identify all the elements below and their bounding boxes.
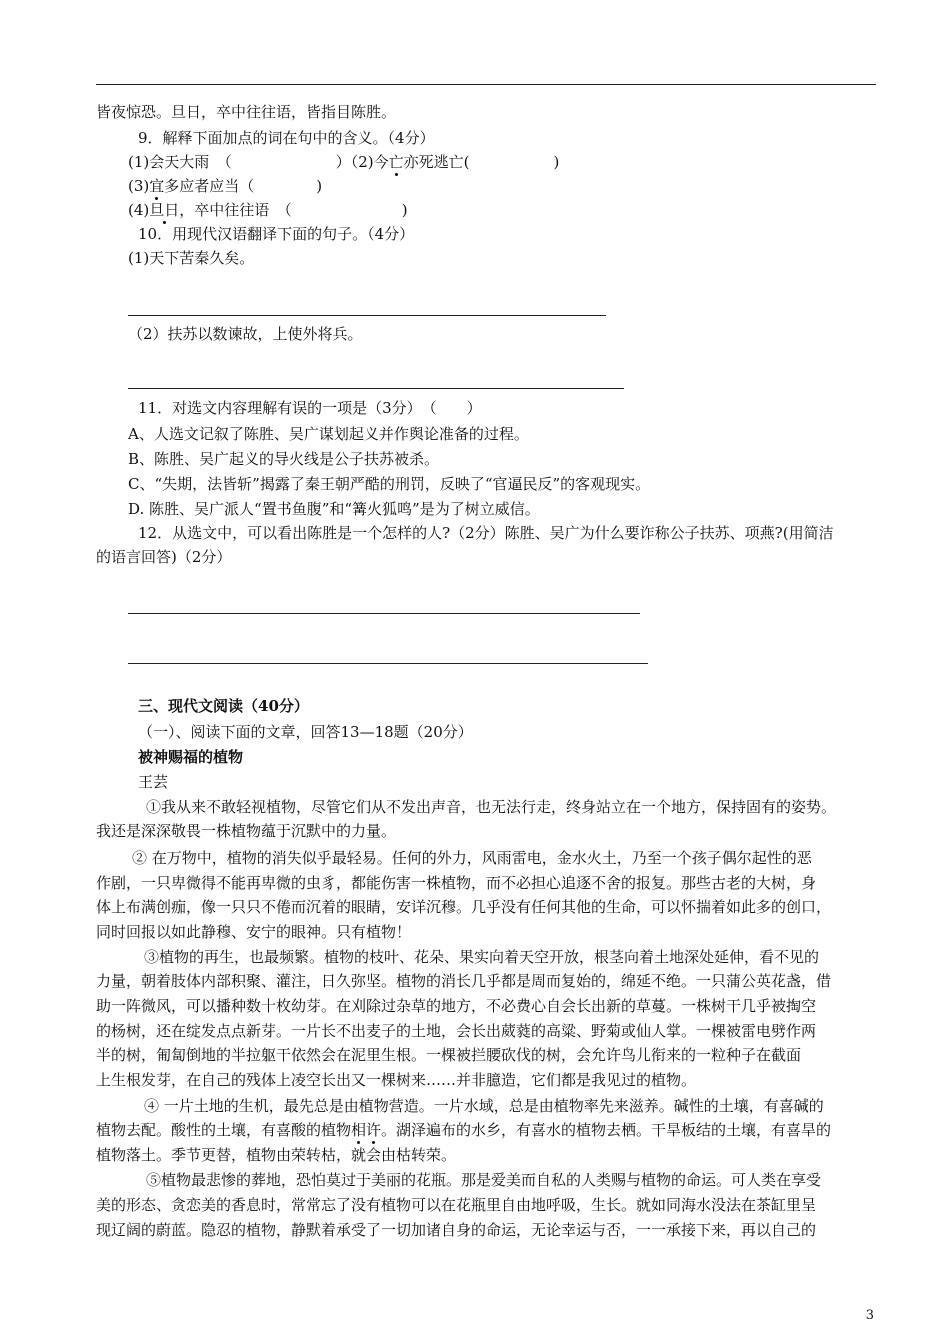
answer-line bbox=[128, 663, 648, 664]
q10-sentence-2: （2）扶苏以数谏故，上使外将兵。 bbox=[128, 325, 363, 343]
dotted-word: 相 bbox=[351, 1121, 367, 1139]
paragraph-line: 美的形态、贪恋美的香息时，常常忘了没有植物可以在花瓶里自由地呼吸，生长。就如同海水没法在茶缸里呈 bbox=[96, 1196, 817, 1214]
question-12-cont: 的语言回答)（2分） bbox=[96, 548, 232, 566]
paragraph-line: 的杨树，还在绽发点点新芽。一片长不出麦子的土地，会长出葳蕤的高粱、野菊或仙人掌。一棵被雷电劈作两 bbox=[96, 1022, 817, 1040]
paragraph-line: 现辽阔的蔚蓝。隐忍的植物，静默着承受了一切加诸自身的命运，无论幸运与否，一一承接下来，再以自己的 bbox=[96, 1221, 817, 1239]
page-number: 3 bbox=[865, 1308, 874, 1323]
article-author: 王芸 bbox=[138, 773, 169, 791]
answer-line bbox=[128, 613, 640, 614]
paragraph-line: 植物落土。季节更替，植物由荣转枯，就会由枯转荣。 bbox=[96, 1146, 457, 1164]
q9-item-1: (1)会天大雨 （ ）（2)今亡亦死逃亡( ) bbox=[128, 153, 560, 171]
answer-line bbox=[128, 388, 624, 389]
option-b: B、陈胜、吴广起义的导火线是公子扶苏被杀。 bbox=[128, 450, 440, 468]
subsection-heading: （一）、阅读下面的文章，回答13—18题（20分） bbox=[138, 723, 473, 741]
paragraph-line: 植物去配。酸性的土壤，有喜酸的植物相许。湖泽遍布的水乡，有喜水的植物去栖。干旱板结的土壤，有喜旱的 bbox=[96, 1121, 832, 1139]
answer-line bbox=[128, 315, 606, 316]
dotted-word: 宜 bbox=[149, 177, 165, 195]
paragraph-line: ①我从来不敢轻视植物，尽管它们从不发出声音，也无法行走，终身站立在一个地方，保持固有的姿势。 bbox=[146, 798, 837, 816]
paragraph-line: 半的树，匍匐倒地的半拉躯干依然会在泥里生根。一棵被拦腰砍伐的树，会允许鸟儿衔来的一粒种子在截面 bbox=[96, 1046, 802, 1064]
question-11: 11．对选文内容理解有误的一项是（3分） （ ） bbox=[138, 399, 482, 417]
question-12: 12．从选文中，可以看出陈胜是一个怎样的人?（2分）陈胜、吴广为什么要诈称公子扶苏、项燕?(用简洁 bbox=[138, 524, 834, 542]
paragraph-line: 同时回报以如此静穆、安宁的眼神。只有植物！ bbox=[96, 923, 412, 941]
option-a: A、人选文记叙了陈胜、吴广谋划起义并作舆论准备的过程。 bbox=[128, 425, 529, 443]
dotted-word: 亡 bbox=[388, 153, 404, 171]
question-9: 9．解释下面加点的词在句中的含义。（4分） bbox=[138, 129, 435, 147]
option-c: C、“失期，法皆斩”揭露了秦王朝严酷的刑罚，反映了“官逼民反”的客观现实。 bbox=[128, 475, 651, 493]
paragraph-line: ⑤植物最悲惨的葬地，恐怕莫过于美丽的花瓶。那是爱美而自私的人类赐与植物的命运。可人类在享受 bbox=[146, 1171, 822, 1189]
article-title: 被神赐福的植物 bbox=[138, 748, 244, 766]
paragraph-line: 我还是深深敬畏一株植物蕴于沉默中的力量。 bbox=[96, 822, 397, 840]
dotted-word: 旦日 bbox=[149, 201, 180, 219]
q9-item-3: (3)宜多应者应当（ ) bbox=[128, 177, 323, 195]
header-rule bbox=[96, 84, 876, 85]
paragraph-line: 作剧，一只卑微得不能再卑微的虫豸，都能伤害一株植物，而不必担心追逐不舍的报复。那些古老的大树，身 bbox=[96, 874, 817, 892]
text-line: 皆夜惊恐。旦日，卒中往往语，皆指目陈胜。 bbox=[96, 103, 397, 121]
section-heading: 三、现代文阅读（40分） bbox=[138, 697, 309, 715]
paragraph-line: ④ 一片土地的生机，最先总是由植物营造。一片水域，总是由植物率先来滋养。碱性的土壤，有喜碱的 bbox=[144, 1097, 824, 1115]
paragraph-line: ② 在万物中，植物的消失似乎最轻易。任何的外力，风雨雷电，金水火土，乃至一个孩子偶尔起性的恶 bbox=[132, 849, 812, 867]
option-d: D. 陈胜、吴广派人“置书鱼腹”和“篝火狐鸣”是为了树立威信。 bbox=[128, 500, 540, 518]
paragraph-line: 上生根发芽，在自己的残体上凌空长出又一棵树来……并非臆造，它们都是我见过的植物。 bbox=[96, 1071, 697, 1089]
q9-item-4: (4)旦日，卒中往往语 （ ) bbox=[128, 201, 408, 219]
dotted-word: 许 bbox=[366, 1121, 382, 1139]
paragraph-line: 力量，朝着肢体内部积聚、灌注，日久弥坚。植物的消长几乎都是周而复始的，绵延不绝。一只蒲公英花盏，借 bbox=[96, 972, 832, 990]
question-10: 10．用现代汉语翻译下面的句子。（4分） bbox=[138, 225, 415, 243]
paragraph-line: ③植物的再生，也最频繁。植物的枝叶、花朵、果实向着天空开放，根茎向着土地深处延伸，看不见的 bbox=[144, 948, 820, 966]
q10-sentence-1: (1)天下苦秦久矣。 bbox=[128, 249, 255, 267]
paragraph-line: 体上布满创痂，像一只只不倦而沉着的眼睛，安详沉穆。几乎没有任何其他的生命，可以怀揣着如此多的创口， bbox=[96, 898, 832, 916]
paragraph-line: 助一阵微风，可以播种数十枚幼芽。在刈除过杂草的地方，不必费心自会长出新的草蔓。一株树干几乎被掏空 bbox=[96, 997, 817, 1015]
